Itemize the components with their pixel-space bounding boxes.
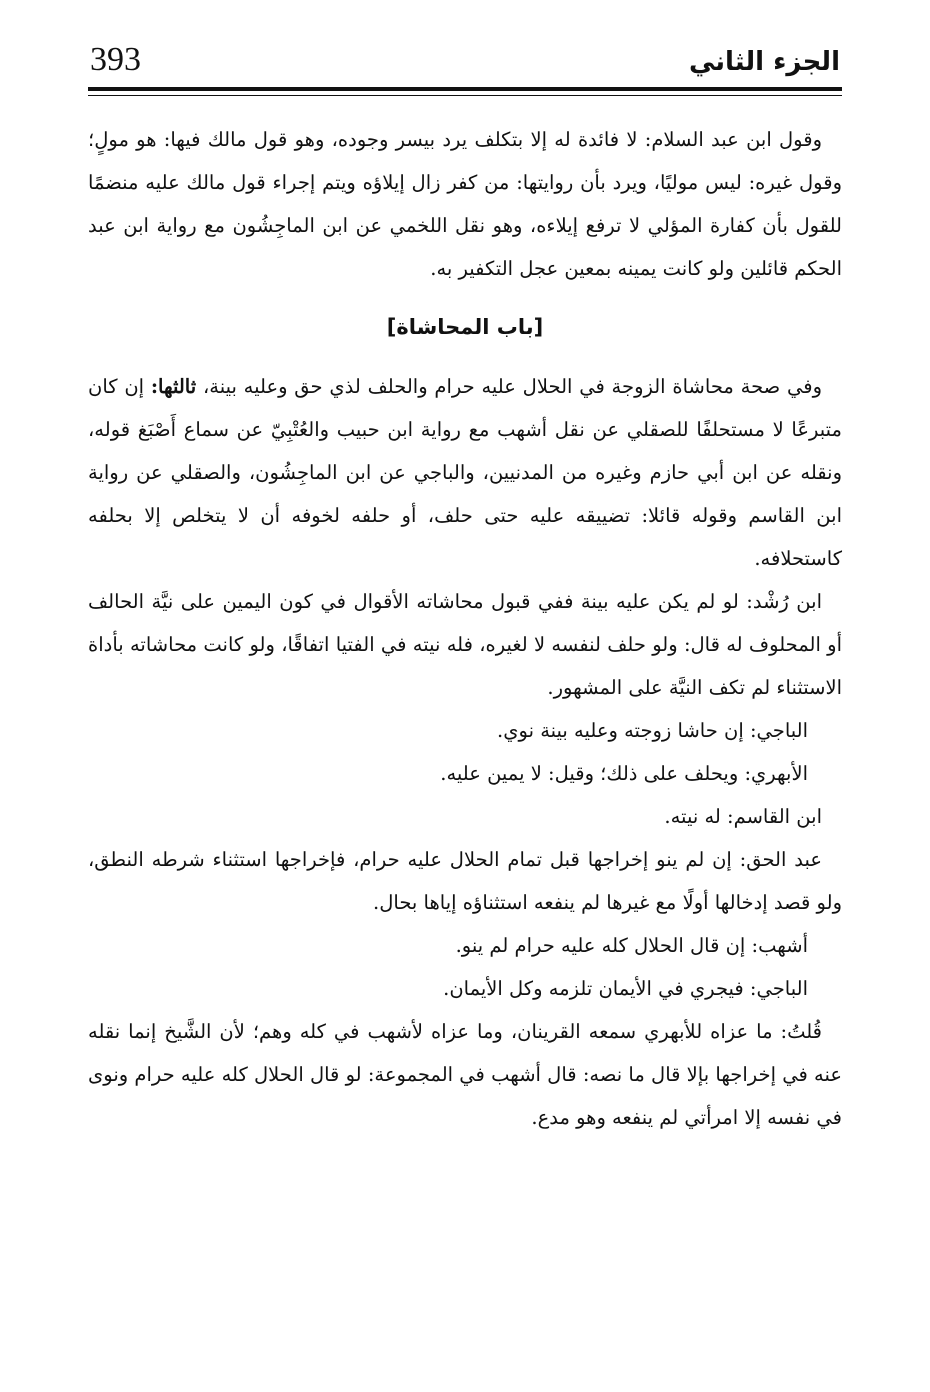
paragraph-3: ابن رُشْد: لو لم يكن عليه بينة ففي قبول محاشاته الأقوال في كون اليمين على نيَّة الحالف أو المحلوف له قال: ولو حلف لنفسه لا لغيره، فله نيته في الفتيا اتفاقًا، ولو كانت محاشاته بأداة الاستثناء لم تكف النيَّة على المشهور. [88, 590, 842, 699]
paragraph-1: وقول ابن عبد السلام: لا فائدة له إلا بتكلف يرد بيسر وجوده، وهو قول مالك فيها: هو مولٍ؛ وقول غيره: ليس موليًا، ويرد بأن روايتها: من كفر زال إيلاؤه ويتم إجراء قول مالك عليه منضمًا للقول بأن كفارة المؤلي لا ترفع إيلاءه، وهو نقل اللخمي عن ابن الماجِشُون مع رواية ابن عبد الحكم قائلين ولو كانت يمينه بمعين عجل التكفير به. [88, 128, 842, 280]
header-rule-thick [88, 87, 842, 91]
paragraph-2 [88, 365, 842, 580]
header-rule-thin [88, 95, 842, 96]
page-number: 393 [90, 41, 141, 78]
section-heading: [باب المحاشاة] [386, 315, 544, 339]
paragraph-6: ابن القاسم: له نيته. [664, 805, 822, 828]
paragraph-2-lead: ثالثها: [150, 375, 197, 398]
paragraph-7: عبد الحق: إن لم ينو إخراجها قبل تمام الحلال عليه حرام، فإخراجها استثناء شرطه النطق، ولو قصد إدخالها أولًا مع غيرها لم ينفعه استثناؤه إياها بحال. [88, 848, 842, 914]
paragraph-4: الباجي: إن حاشا زوجته وعليه بينة نوي. [497, 719, 808, 742]
paragraph-8: أشهب: إن قال الحلال كله عليه حرام لم ينو. [455, 934, 808, 957]
paragraph-5: الأبهري: ويحلف على ذلك؛ وقيل: لا يمين عليه. [440, 762, 808, 785]
paragraph-9: الباجي: فيجري في الأيمان تلزمه وكل الأيمان. [443, 977, 808, 1000]
paragraph-2-intro: وفي صحة محاشاة الزوجة في الحلال عليه حرام والحلف لذي حق وعليه بينة، [196, 375, 822, 398]
page-body [88, 118, 842, 1139]
paragraph-2-rest: إن كان متبرعًا لا مستحلفًا للصقلي عن نقل أشهب مع رواية ابن حبيب والعُتْبِيّ عن سماع أَصْبَغ قوله، ونقله عن ابن أبي حازم وغيره من المدنيين، والباجي عن ابن الماجِشُون، والصقلي عن رواية ابن القاسم وقوله قائلا: تضييقه عليه حتى حلف، أو حلفه لخوفه أن لا يتخلص إلا بحلفه كاستحلافه. [88, 375, 842, 570]
running-title: الجزء الثاني [688, 47, 840, 77]
paragraph-10: قُلتُ: ما عزاه للأبهري سمعه القرينان، وما عزاه لأشهب في كله وهم؛ لأن الشَّيخ إنما نقله عنه في إخراجها بإلا قال ما نصه: قال أشهب في المجموعة: لو قال الحلال كله عليه حرام ونوى في نفسه إلا امرأتي لم ينفعه وهو مدع. [88, 1020, 842, 1129]
